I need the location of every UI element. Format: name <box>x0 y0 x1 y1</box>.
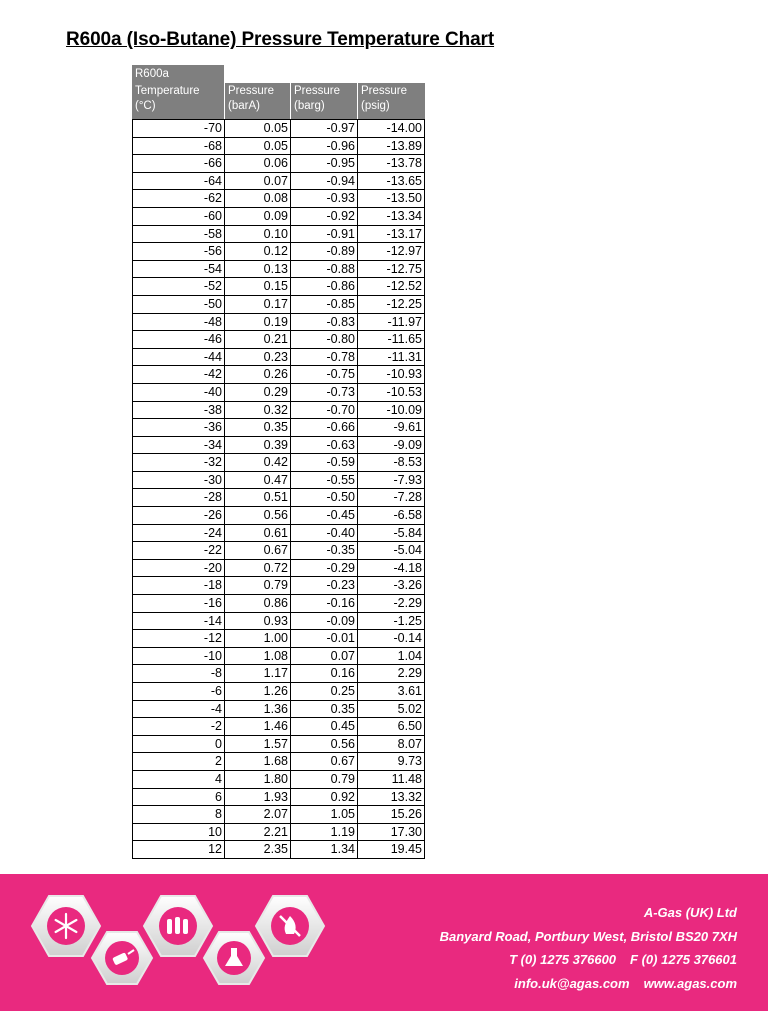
barg-cell: -0.78 <box>290 349 357 366</box>
bara-cell: 1.93 <box>224 789 290 806</box>
header-unit: (°C) <box>135 100 156 112</box>
temperature-cell: -40 <box>203 384 222 399</box>
table-row <box>133 418 424 436</box>
table-row <box>133 295 424 313</box>
temperature-cell: -62 <box>203 191 222 206</box>
barg-cell: -0.55 <box>290 472 357 489</box>
table-row <box>133 700 424 718</box>
table-row <box>133 823 424 841</box>
temperature-cell: 2 <box>215 754 222 769</box>
bara-cell: 1.17 <box>224 665 290 682</box>
bara-cell: 0.05 <box>224 120 290 137</box>
bara-cell: 0.51 <box>224 489 290 506</box>
table-row <box>133 242 424 260</box>
psig-cell: 5.02 <box>357 701 424 718</box>
phone-fax-line <box>440 948 737 972</box>
bara-cell: 2.21 <box>224 824 290 841</box>
table-row <box>133 488 424 506</box>
table-row <box>133 225 424 243</box>
table-row <box>133 365 424 383</box>
psig-cell: -6.58 <box>357 507 424 524</box>
cylinders-icon <box>144 896 212 956</box>
psig-cell: -10.53 <box>357 384 424 401</box>
psig-cell: -13.65 <box>357 173 424 190</box>
bara-cell: 0.08 <box>224 190 290 207</box>
barg-cell: -0.59 <box>290 454 357 471</box>
temperature-cell: 8 <box>215 807 222 822</box>
barg-cell: -0.70 <box>290 402 357 419</box>
header-unit: (barg) <box>294 100 325 112</box>
barg-cell: 0.07 <box>290 648 357 665</box>
bara-cell: 0.19 <box>224 314 290 331</box>
product-icons-banner <box>24 874 364 1011</box>
psig-cell: 11.48 <box>357 771 424 788</box>
header-line: Pressure <box>294 85 341 97</box>
table-row <box>133 647 424 665</box>
bara-cell: 0.61 <box>224 525 290 542</box>
table-row <box>133 752 424 770</box>
bara-cell: 0.26 <box>224 366 290 383</box>
temperature-cell: -8 <box>210 666 222 681</box>
psig-cell: 13.32 <box>357 789 424 806</box>
temperature-cell: -58 <box>203 226 222 241</box>
barg-cell: -0.09 <box>290 613 357 630</box>
column-header-bara <box>224 83 290 119</box>
website-link[interactable]: www.agas.com <box>643 975 737 991</box>
temperature-cell: -60 <box>203 208 222 223</box>
psig-cell: -0.14 <box>357 630 424 647</box>
psig-cell: -13.17 <box>357 226 424 243</box>
psig-cell: 15.26 <box>357 806 424 823</box>
barg-cell: -0.89 <box>290 243 357 260</box>
header-unit: (barA) <box>228 100 260 112</box>
psig-cell: -10.93 <box>357 366 424 383</box>
table-row <box>133 524 424 542</box>
psig-cell: 9.73 <box>357 753 424 770</box>
barg-cell: -0.40 <box>290 525 357 542</box>
bara-cell: 1.08 <box>224 648 290 665</box>
temperature-cell: -14 <box>203 613 222 628</box>
table-row <box>133 805 424 823</box>
table-row <box>133 453 424 471</box>
table-row <box>133 717 424 735</box>
page-title: R600a (Iso-Butane) Pressure Temperature Chart <box>66 29 495 50</box>
column-header-psig <box>357 83 425 119</box>
table-header-row <box>132 83 425 119</box>
psig-cell: -14.00 <box>357 120 424 137</box>
barg-cell: 0.79 <box>290 771 357 788</box>
temperature-cell: -36 <box>203 420 222 435</box>
psig-cell: 19.45 <box>357 841 424 858</box>
barg-cell: 0.35 <box>290 701 357 718</box>
barg-cell: -0.80 <box>290 331 357 348</box>
bara-cell: 0.72 <box>224 560 290 577</box>
table-row <box>133 207 424 225</box>
barg-cell: -0.75 <box>290 366 357 383</box>
barg-cell: -0.96 <box>290 138 357 155</box>
company-address: Banyard Road, Portbury West, Bristol BS20 7XH <box>439 928 737 944</box>
table-row <box>133 682 424 700</box>
header-line: Pressure <box>361 85 408 97</box>
table-row <box>133 735 424 753</box>
temperature-cell: -28 <box>203 490 222 505</box>
barg-cell: -0.93 <box>290 190 357 207</box>
bara-cell: 0.21 <box>224 331 290 348</box>
refrigerant-label-row <box>132 65 425 83</box>
bara-cell: 0.09 <box>224 208 290 225</box>
barg-cell: -0.50 <box>290 489 357 506</box>
table-row <box>133 189 424 207</box>
barg-cell: -0.23 <box>290 577 357 594</box>
barg-cell: -0.85 <box>290 296 357 313</box>
refrigerant-label: R600a <box>132 65 224 83</box>
bara-cell: 0.13 <box>224 261 290 278</box>
temperature-cell: -26 <box>203 508 222 523</box>
table-row <box>133 383 424 401</box>
temperature-cell: -48 <box>203 314 222 329</box>
table-row <box>133 506 424 524</box>
bara-cell: 1.36 <box>224 701 290 718</box>
bara-cell: 0.10 <box>224 226 290 243</box>
bara-cell: 1.46 <box>224 718 290 735</box>
temperature-cell: -18 <box>203 578 222 593</box>
temperature-cell: -66 <box>203 156 222 171</box>
psig-cell: -13.34 <box>357 208 424 225</box>
email-link[interactable]: info.uk@agas.com <box>514 975 630 991</box>
temperature-cell: -16 <box>203 596 222 611</box>
barg-cell: 0.56 <box>290 736 357 753</box>
psig-cell: 1.04 <box>357 648 424 665</box>
psig-cell: -12.75 <box>357 261 424 278</box>
table-row <box>133 137 424 155</box>
table-row <box>133 770 424 788</box>
table-row <box>133 788 424 806</box>
barg-cell: -0.01 <box>290 630 357 647</box>
barg-cell: -0.45 <box>290 507 357 524</box>
barg-cell: -0.29 <box>290 560 357 577</box>
bara-cell: 1.68 <box>224 753 290 770</box>
barg-cell: 1.05 <box>290 806 357 823</box>
bara-cell: 0.42 <box>224 454 290 471</box>
psig-cell: -9.09 <box>357 437 424 454</box>
bara-cell: 2.35 <box>224 841 290 858</box>
bara-cell: 0.06 <box>224 155 290 172</box>
table-row <box>133 576 424 594</box>
barg-cell: -0.66 <box>290 419 357 436</box>
psig-cell: -12.97 <box>357 243 424 260</box>
psig-cell: -9.61 <box>357 419 424 436</box>
table-row <box>133 840 424 858</box>
temperature-cell: -56 <box>203 244 222 259</box>
psig-cell: -13.89 <box>357 138 424 155</box>
psig-cell: -8.53 <box>357 454 424 471</box>
barg-cell: -0.92 <box>290 208 357 225</box>
temperature-cell: -32 <box>203 455 222 470</box>
table-row <box>133 436 424 454</box>
flask-icon <box>204 932 264 984</box>
temperature-cell: -4 <box>210 701 222 716</box>
contact-links <box>440 972 737 996</box>
bara-cell: 0.15 <box>224 278 290 295</box>
bara-cell: 0.32 <box>224 402 290 419</box>
pressure-temperature-table <box>132 65 425 859</box>
company-name: A-Gas (UK) Ltd <box>643 905 737 920</box>
bara-cell: 0.17 <box>224 296 290 313</box>
bara-cell: 0.12 <box>224 243 290 260</box>
barg-cell: -0.63 <box>290 437 357 454</box>
psig-cell: -11.65 <box>357 331 424 348</box>
temperature-cell: -64 <box>203 173 222 188</box>
barg-cell: -0.95 <box>290 155 357 172</box>
psig-cell: 17.30 <box>357 824 424 841</box>
psig-cell: 2.29 <box>357 665 424 682</box>
barg-cell: -0.73 <box>290 384 357 401</box>
temperature-cell: -34 <box>203 437 222 452</box>
temperature-cell: -42 <box>203 367 222 382</box>
bara-cell: 1.57 <box>224 736 290 753</box>
psig-cell: -7.28 <box>357 489 424 506</box>
column-header-temperature <box>132 83 224 119</box>
bara-cell: 0.67 <box>224 542 290 559</box>
table-row <box>133 559 424 577</box>
header-unit: (psig) <box>361 100 390 112</box>
bara-cell: 0.79 <box>224 577 290 594</box>
bara-cell: 0.35 <box>224 419 290 436</box>
psig-cell: -11.97 <box>357 314 424 331</box>
bara-cell: 0.86 <box>224 595 290 612</box>
psig-cell: -13.78 <box>357 155 424 172</box>
psig-cell: 8.07 <box>357 736 424 753</box>
aerosol-icon <box>92 932 152 984</box>
table-row <box>133 612 424 630</box>
column-header-barg <box>290 83 357 119</box>
table-row <box>133 594 424 612</box>
psig-cell: -5.04 <box>357 542 424 559</box>
snowflake-icon <box>32 896 100 956</box>
table-row <box>133 401 424 419</box>
temperature-cell: -50 <box>203 296 222 311</box>
psig-cell: -4.18 <box>357 560 424 577</box>
bara-cell: 0.29 <box>224 384 290 401</box>
temperature-cell: -6 <box>210 684 222 698</box>
temperature-cell: 6 <box>215 789 222 804</box>
psig-cell: -1.25 <box>357 613 424 630</box>
barg-cell: 0.45 <box>290 718 357 735</box>
temperature-cell: 4 <box>215 771 222 786</box>
table-row <box>133 541 424 559</box>
company-contact <box>440 901 737 995</box>
barg-cell: -0.86 <box>290 278 357 295</box>
bara-cell: 0.56 <box>224 507 290 524</box>
psig-cell: 3.61 <box>357 683 424 700</box>
company-footer <box>0 874 768 1011</box>
fax-number: F (0) 1275 376601 <box>630 952 737 967</box>
barg-cell: 0.16 <box>290 665 357 682</box>
temperature-cell: -2 <box>210 719 222 734</box>
table-row <box>133 330 424 348</box>
bara-cell: 1.26 <box>224 683 290 700</box>
table-row <box>133 664 424 682</box>
psig-cell: -2.29 <box>357 595 424 612</box>
bara-cell: 0.05 <box>224 138 290 155</box>
temperature-cell: -38 <box>203 402 222 417</box>
temperature-cell: -52 <box>203 279 222 294</box>
temperature-cell: -10 <box>203 648 222 663</box>
barg-cell: -0.83 <box>290 314 357 331</box>
temperature-cell: -24 <box>203 525 222 540</box>
footer-bottom-strip <box>0 1011 768 1024</box>
psig-cell: -5.84 <box>357 525 424 542</box>
barg-cell: -0.35 <box>290 542 357 559</box>
barg-cell: -0.94 <box>290 173 357 190</box>
no-fire-icon <box>256 896 324 956</box>
temperature-cell: 10 <box>208 824 222 839</box>
temperature-cell: -30 <box>203 472 222 487</box>
temperature-cell: -12 <box>203 631 222 646</box>
table-row <box>133 471 424 489</box>
barg-cell: -0.88 <box>290 261 357 278</box>
table-row <box>133 154 424 172</box>
bara-cell: 2.07 <box>224 806 290 823</box>
psig-cell: -3.26 <box>357 577 424 594</box>
temperature-cell: -22 <box>203 543 222 558</box>
temperature-cell: -44 <box>203 349 222 364</box>
bara-cell: 0.93 <box>224 613 290 630</box>
bara-cell: 0.23 <box>224 349 290 366</box>
barg-cell: -0.97 <box>290 120 357 137</box>
psig-cell: -12.25 <box>357 296 424 313</box>
barg-cell: 0.92 <box>290 789 357 806</box>
barg-cell: 1.19 <box>290 824 357 841</box>
table-row <box>133 260 424 278</box>
psig-cell: -13.50 <box>357 190 424 207</box>
psig-cell: -12.52 <box>357 278 424 295</box>
phone-number: T (0) 1275 376600 <box>509 952 617 967</box>
temperature-cell: -70 <box>203 121 222 135</box>
table-row <box>133 172 424 190</box>
psig-cell: -10.09 <box>357 402 424 419</box>
barg-cell: 0.67 <box>290 753 357 770</box>
bara-cell: 1.80 <box>224 771 290 788</box>
table-body <box>132 119 425 859</box>
bara-cell: 0.47 <box>224 472 290 489</box>
header-line: Pressure <box>228 85 275 97</box>
temperature-cell: -46 <box>203 332 222 347</box>
table-row <box>133 629 424 647</box>
table-row <box>133 119 424 137</box>
bara-cell: 1.00 <box>224 630 290 647</box>
temperature-cell: -68 <box>203 138 222 153</box>
header-line: Temperature <box>135 85 200 97</box>
psig-cell: -11.31 <box>357 349 424 366</box>
table-row <box>133 277 424 295</box>
barg-cell: -0.91 <box>290 226 357 243</box>
barg-cell: -0.16 <box>290 595 357 612</box>
bara-cell: 0.07 <box>224 173 290 190</box>
temperature-cell: -20 <box>203 560 222 575</box>
table-row <box>133 313 424 331</box>
table-row <box>133 348 424 366</box>
bara-cell: 0.39 <box>224 437 290 454</box>
psig-cell: -7.93 <box>357 472 424 489</box>
temperature-cell: 0 <box>215 736 222 751</box>
temperature-cell: -54 <box>203 261 222 276</box>
barg-cell: 0.25 <box>290 683 357 700</box>
temperature-cell: 12 <box>208 842 222 857</box>
barg-cell: 1.34 <box>290 841 357 858</box>
psig-cell: 6.50 <box>357 718 424 735</box>
